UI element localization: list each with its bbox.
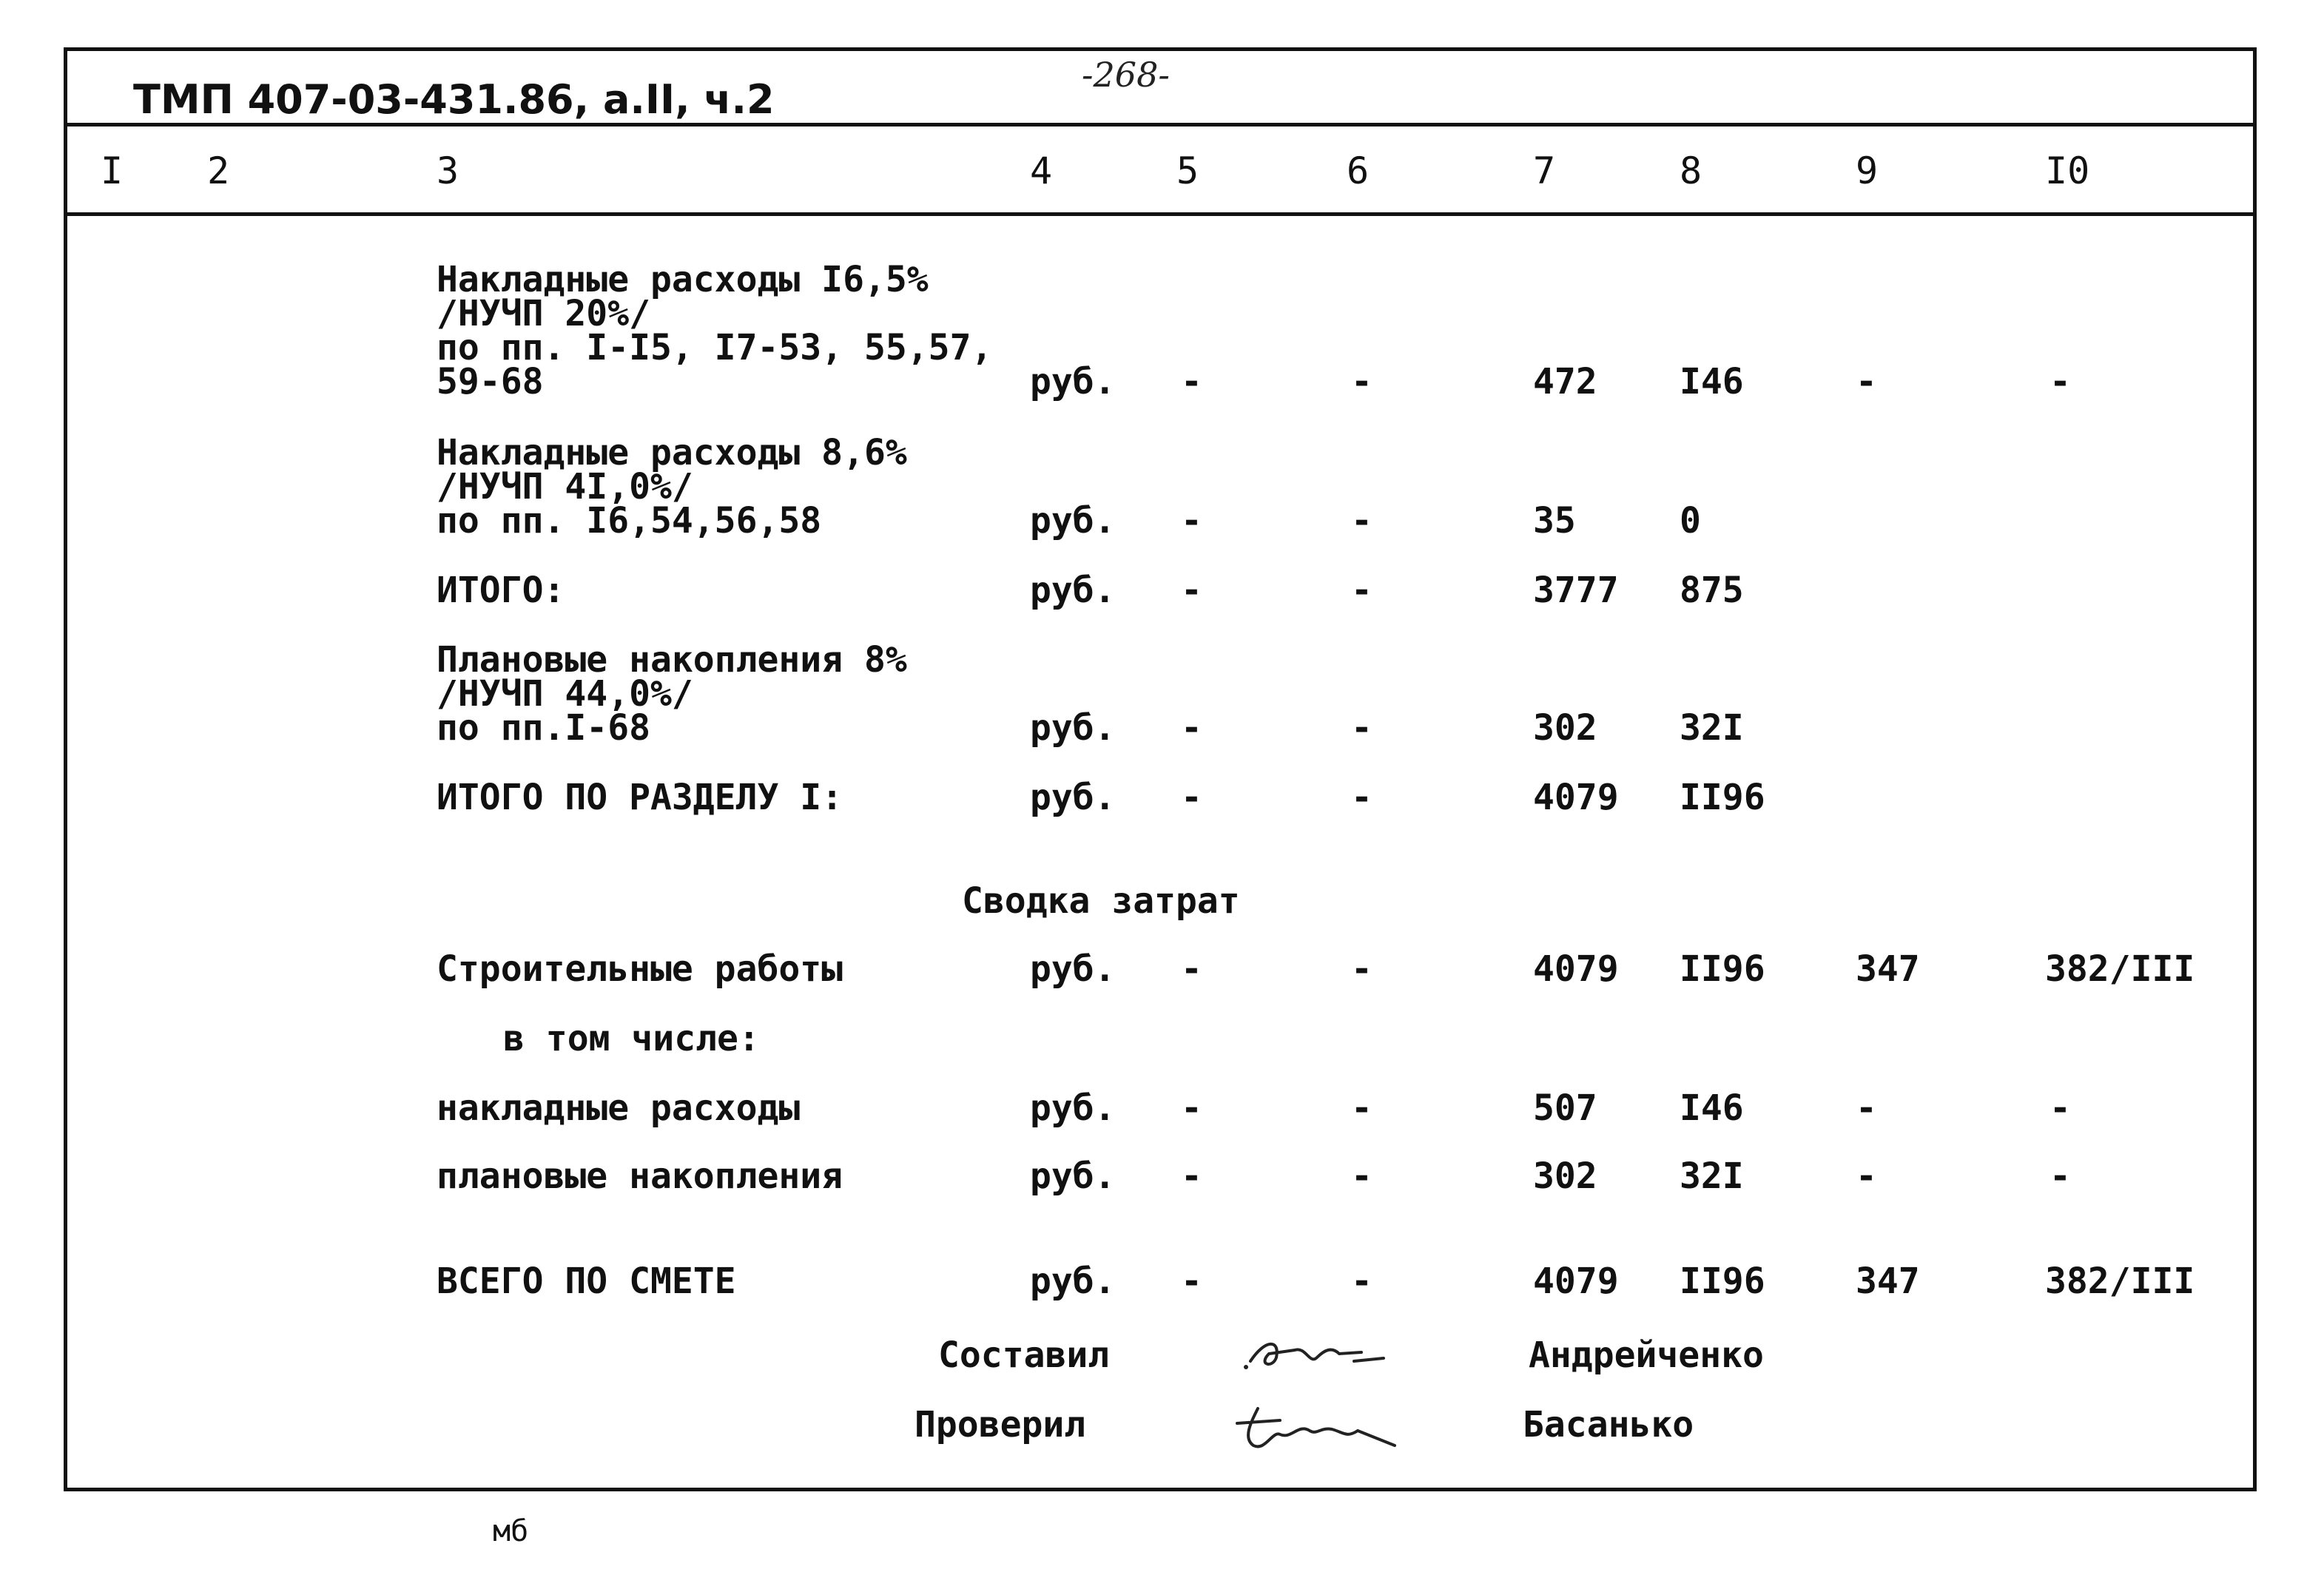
row1-c7: 472 bbox=[1533, 361, 1597, 402]
row4-unit: руб. bbox=[1030, 707, 1116, 749]
summary-row3-c8: I46 bbox=[1680, 1087, 1744, 1129]
row2-c8: 0 bbox=[1680, 500, 1701, 542]
summary-row1-unit: руб. bbox=[1030, 948, 1116, 990]
row2-c7: 35 bbox=[1533, 500, 1576, 542]
page-number: -268- bbox=[1082, 55, 1170, 95]
summary-row5-c6: - bbox=[1351, 1261, 1372, 1302]
row1-c5: - bbox=[1181, 361, 1202, 402]
summary-row5-c7: 4079 bbox=[1533, 1261, 1619, 1302]
row1-line1: Накладные расходы I6,5% bbox=[437, 259, 929, 300]
row5-label: ИТОГО ПО РАЗДЕЛУ I: bbox=[437, 777, 843, 818]
row5-c5: - bbox=[1181, 777, 1202, 818]
summary-row3-c9: - bbox=[1856, 1087, 1877, 1129]
summary-row1-c10: 382/III bbox=[2045, 948, 2195, 990]
row5-c7: 4079 bbox=[1533, 777, 1619, 818]
summary-row5-unit: руб. bbox=[1030, 1261, 1116, 1302]
summary-row4-c9: - bbox=[1856, 1156, 1877, 1197]
column-number-2: 2 bbox=[207, 149, 230, 192]
summary-row4-c7: 302 bbox=[1533, 1156, 1597, 1197]
summary-row4-unit: руб. bbox=[1030, 1156, 1116, 1197]
row2-line1: Накладные расходы 8,6% bbox=[437, 432, 907, 473]
row4-line2: /НУЧП 44,0%/ bbox=[437, 673, 693, 715]
summary-row1-c5: - bbox=[1181, 948, 1202, 990]
summary-row3-c7: 507 bbox=[1533, 1087, 1597, 1129]
row2-c6: - bbox=[1351, 500, 1372, 542]
summary-row4-c10: - bbox=[2050, 1156, 2071, 1197]
row4-c6: - bbox=[1351, 707, 1372, 749]
column-number-4: 4 bbox=[1030, 149, 1053, 192]
summary-row1-c8: II96 bbox=[1680, 948, 1765, 990]
row4-c8: 32I bbox=[1680, 707, 1744, 749]
row3-c6: - bbox=[1351, 570, 1372, 611]
compiled-by-name: Андрейченко bbox=[1529, 1335, 1764, 1376]
compiler-signature bbox=[1236, 1324, 1398, 1383]
row1-c10: - bbox=[2050, 361, 2071, 402]
row3-label: ИТОГО: bbox=[437, 570, 565, 611]
checked-by-name: Басанько bbox=[1523, 1404, 1694, 1445]
row4-line1: Плановые накопления 8% bbox=[437, 639, 907, 681]
summary-row5-c8: II96 bbox=[1680, 1261, 1765, 1302]
summary-row3-label: накладные расходы bbox=[437, 1087, 801, 1129]
summary-row1-label: Строительные работы bbox=[437, 948, 843, 990]
column-number-9: 9 bbox=[1856, 149, 1879, 192]
header-divider bbox=[64, 123, 2257, 126]
column-number-8: 8 bbox=[1680, 149, 1702, 192]
summary-row4-c5: - bbox=[1181, 1156, 1202, 1197]
row1-c8: I46 bbox=[1680, 361, 1744, 402]
summary-row5-label: ВСЕГО ПО СМЕТЕ bbox=[437, 1261, 736, 1302]
summary-row5-c5: - bbox=[1181, 1261, 1202, 1302]
row4-c5: - bbox=[1181, 707, 1202, 749]
row3-c7: 3777 bbox=[1533, 570, 1619, 611]
column-number-7: 7 bbox=[1533, 149, 1556, 192]
summary-row3-c10: - bbox=[2050, 1087, 2071, 1129]
summary-row4-label: плановые накопления bbox=[437, 1156, 843, 1197]
row3-unit: руб. bbox=[1030, 570, 1116, 611]
row3-c8: 875 bbox=[1680, 570, 1744, 611]
row3-c5: - bbox=[1181, 570, 1202, 611]
summary-row5-c10: 382/III bbox=[2045, 1261, 2195, 1302]
row1-line3: по пп. I-I5, I7-53, 55,57, bbox=[437, 327, 993, 368]
summary-heading: Сводка затрат bbox=[962, 880, 1240, 922]
row4-c7: 302 bbox=[1533, 707, 1597, 749]
row1-c9: - bbox=[1856, 361, 1877, 402]
summary-row4-c6: - bbox=[1351, 1156, 1372, 1197]
document-code: ТМП 407-03-431.86, а.II, ч.2 bbox=[133, 76, 775, 123]
row5-c8: II96 bbox=[1680, 777, 1765, 818]
row2-line2: /НУЧП 4I,0%/ bbox=[437, 466, 693, 507]
summary-row4-c8: 32I bbox=[1680, 1156, 1744, 1197]
row1-unit: руб. bbox=[1030, 361, 1116, 402]
summary-row1-c7: 4079 bbox=[1533, 948, 1619, 990]
summary-row3-c5: - bbox=[1181, 1087, 1202, 1129]
row2-c5: - bbox=[1181, 500, 1202, 542]
summary-row1-c9: 347 bbox=[1856, 948, 1920, 990]
row1-c6: - bbox=[1351, 361, 1372, 402]
summary-row5-c9: 347 bbox=[1856, 1261, 1920, 1302]
row4-line3: по пп.I-68 bbox=[437, 707, 650, 749]
summary-row2-label: в том числе: bbox=[503, 1018, 760, 1059]
row1-line4: 59-68 bbox=[437, 361, 544, 402]
document-frame bbox=[64, 47, 2257, 1491]
row5-c6: - bbox=[1351, 777, 1372, 818]
column-number-6: 6 bbox=[1347, 149, 1370, 192]
row5-unit: руб. bbox=[1030, 777, 1116, 818]
column-number-1: I bbox=[101, 149, 124, 192]
compiled-by-label: Составил bbox=[938, 1335, 1110, 1376]
summary-row1-c6: - bbox=[1351, 948, 1372, 990]
column-number-3: 3 bbox=[437, 149, 459, 192]
footer-stamp: мб bbox=[493, 1514, 529, 1548]
column-number-10: I0 bbox=[2045, 149, 2090, 192]
summary-row3-c6: - bbox=[1351, 1087, 1372, 1129]
column-header-divider bbox=[64, 212, 2257, 216]
checker-signature bbox=[1228, 1394, 1406, 1460]
row2-unit: руб. bbox=[1030, 500, 1116, 542]
row1-line2: /НУЧП 20%/ bbox=[437, 293, 650, 334]
row2-line3: по пп. I6,54,56,58 bbox=[437, 500, 822, 542]
column-number-5: 5 bbox=[1176, 149, 1199, 192]
summary-row3-unit: руб. bbox=[1030, 1087, 1116, 1129]
checked-by-label: Проверил bbox=[915, 1404, 1086, 1445]
